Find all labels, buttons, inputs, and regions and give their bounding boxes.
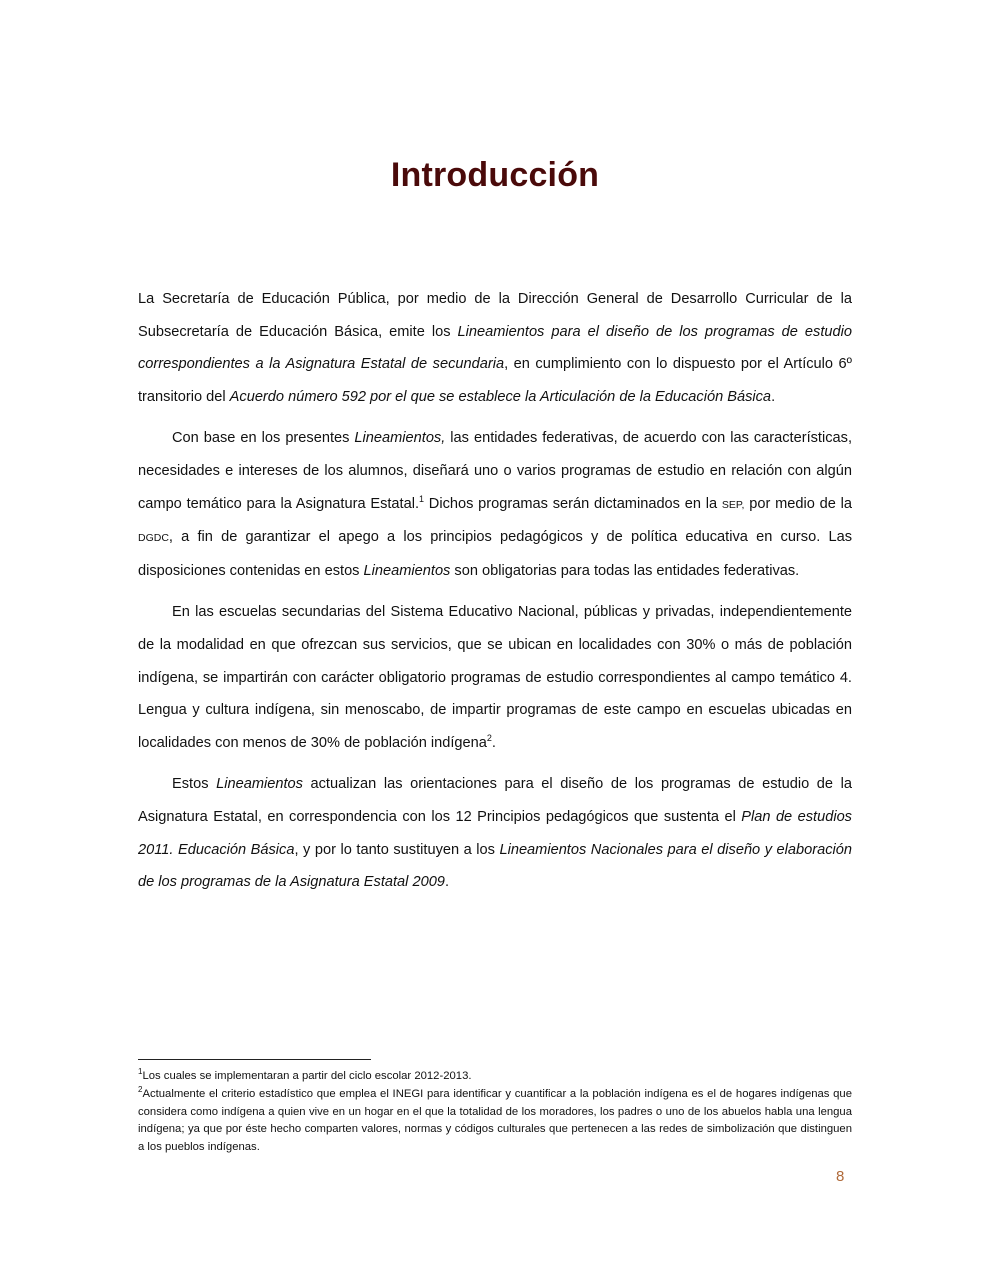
body-text	[138, 283, 852, 908]
italic-title-lineamientos: Lineamientos para el diseño de los programas de estudio correspondientes a la Asignatura Estatal de secundaria	[138, 323, 852, 373]
acronym-dgdc: DGDC	[138, 532, 169, 545]
italic-term: Lineamientos,	[354, 430, 446, 447]
footnote-marker: 2	[138, 1085, 143, 1095]
paragraph-1	[138, 283, 852, 413]
text-segment: Dichos programas serán dictaminados en la	[424, 495, 722, 512]
text-segment: son obligatorias para todas las entidades federativas.	[450, 562, 800, 579]
text-segment: las entidades federativas, de acuerdo con las características, necesidades e intereses de los alumnos, diseñará uno o varios programas de estudio en relación con algún campo temático para la Asignatura Estatal.	[138, 430, 852, 512]
footnote-text: Los cuales se implementaran a partir del ciclo escolar 2012-2013.	[142, 1070, 472, 1082]
italic-term: Lineamientos	[216, 776, 303, 793]
text-segment: .	[444, 874, 449, 891]
page-number: 8	[836, 1168, 845, 1185]
text-segment: , y por lo tanto sustituyen a los	[294, 841, 500, 858]
acronym-sep: SEP,	[721, 498, 745, 511]
text-segment: .	[491, 734, 496, 751]
text-segment: La Secretaría de Educación Pública, por medio de la Dirección General de Desarrollo Curricular de la Subsecretaría de Educación Básica, emite los	[138, 291, 852, 340]
text-segment: .	[771, 388, 776, 405]
paragraph-3	[138, 596, 852, 759]
text-segment: actualizan las orientaciones para el diseño de los programas de estudio de la Asignatura Estatal, en correspondencia con los 12 Principios pedagógicos que sustenta el	[138, 776, 852, 825]
footnote-ref-2[interactable]: 2	[486, 732, 492, 743]
text-segment: , a fin de garantizar el apego a los principios pedagógicos y de política educativa en curso. Las disposiciones contenidas en estos	[138, 529, 852, 579]
italic-term: Lineamientos	[363, 562, 451, 579]
text-segment: Con base en los presentes	[172, 430, 355, 447]
footnote-2	[138, 1086, 852, 1157]
footnote-1	[138, 1068, 852, 1086]
footnote-ref-1[interactable]: 1	[419, 493, 425, 504]
text-segment: En las escuelas secundarias del Sistema Educativo Nacional, públicas y privadas, independientemente de la modalidad en que ofrezcan sus servicios, que se ubican en localidades con 30% o más de población indígena, se impartirán con carácter obligatorio programas de estudio correspondientes al campo temático 4. Lengua y cultura indígena, sin menoscabo, de impartir programas de este campo en escuelas ubicadas en localidades con menos de 30% de población indígena	[138, 604, 852, 751]
page-title: Introducción	[390, 155, 600, 194]
footnotes	[138, 1068, 852, 1157]
text-segment: Estos	[172, 776, 217, 793]
text-segment: por medio de la	[744, 495, 852, 512]
italic-title-plan: Plan de estudios 2011. Educación Básica	[138, 808, 852, 858]
italic-title-acuerdo: Acuerdo número 592 por el que se establece la Articulación de la Educación Básica	[229, 388, 772, 405]
footnote-marker: 1	[138, 1067, 143, 1077]
paragraph-2	[138, 422, 852, 587]
footnote-text: Actualmente el criterio estadístico que emplea el INEGI para identificar y cuantificar a la población indígena es el de hogares indígenas que considera como indígena a quien vive en un hogar en el que la totalidad de los moradores, los padres o uno de los abuelos habla una lengua indígena; ya que por éste hecho comparten valores, normas y códigos culturales que pertenecen a las redes de simbolización que distinguen a los pueblos indígenas.	[138, 1087, 852, 1154]
italic-title-lineamientos-2009: Lineamientos Nacionales para el diseño y elaboración de los programas de la Asignatura Estatal 2009	[138, 841, 852, 891]
text-segment: , en cumplimiento con lo dispuesto por el Artículo 6º transitorio del	[138, 356, 852, 405]
footnote-separator	[138, 1059, 371, 1060]
paragraph-4	[138, 768, 852, 898]
